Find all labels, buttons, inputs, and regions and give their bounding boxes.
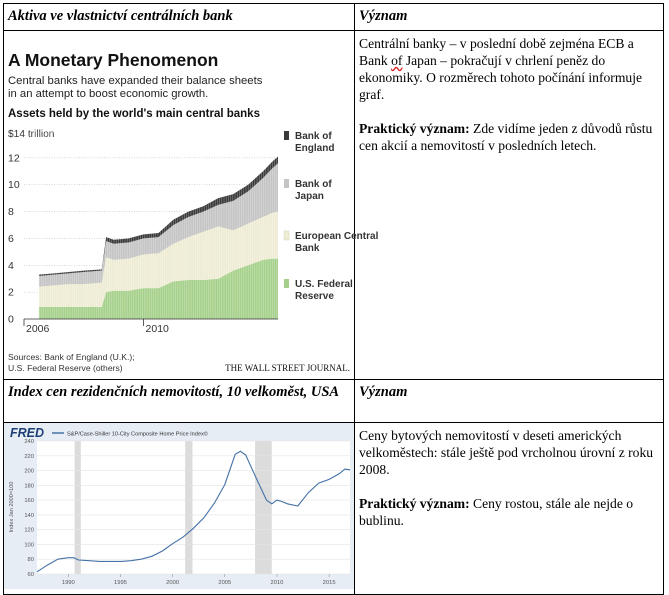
plot-area — [37, 441, 350, 574]
chart-cell-2 — [4, 423, 355, 595]
y-tick-label: 60 — [27, 572, 34, 578]
left-header-2: Index cen rezidenčních nemovitostí, 10 velkoměst, USA — [4, 380, 355, 423]
source-line-2: U.S. Federal Reserve (others) — [8, 363, 123, 373]
description-text: Japan – pokračují v chrlení peněz do ekonomiky. O rozměrech tohoto počínání informuje graf. — [359, 53, 642, 102]
recession-band — [185, 441, 192, 574]
legend-swatch — [284, 231, 289, 240]
x-tick-label: 1990 — [61, 580, 75, 586]
legend-swatch — [284, 131, 289, 140]
legend-label: European Central — [295, 231, 379, 242]
legend-label: Bank — [295, 243, 320, 254]
source-line-1: Sources: Bank of England (U.K.); — [8, 352, 135, 362]
description-paragraph — [359, 35, 659, 103]
legend-label: Reserve — [295, 291, 334, 302]
legend-label: Bank of — [295, 131, 332, 142]
x-tick-label: 2010 — [145, 323, 169, 335]
legend-label: U.S. Federal — [295, 279, 353, 290]
y-tick-label: 100 — [24, 542, 34, 549]
x-tick-label: 2015 — [322, 580, 336, 586]
y-tick-label: 4 — [8, 259, 14, 272]
y-tick-label: 120 — [24, 527, 34, 534]
description-paragraph: Ceny bytových nemovitostí v deseti amerických velkoměstech: stále ještě pod vrcholnou úrovní z roku 2008. — [359, 428, 654, 477]
info-table — [3, 3, 664, 595]
legend-label: England — [295, 143, 335, 154]
practical-label: Praktický význam: — [359, 121, 470, 136]
y-tick-label: 2 — [8, 286, 14, 299]
y-tick-label: 220 — [24, 453, 34, 460]
table-row — [4, 380, 664, 423]
chart-subtitle-line: Central banks have expanded their balance sheets — [8, 75, 263, 87]
practical-paragraph — [359, 495, 659, 529]
practical-label: Praktický význam: — [359, 496, 470, 511]
legend-label: Bank of — [295, 179, 332, 190]
stacked-areas — [26, 131, 278, 319]
publisher-logo: THE WALL STREET JOURNAL. — [225, 363, 350, 373]
y-tick-label: 12 — [8, 152, 20, 165]
right-header-1: Význam — [355, 4, 664, 31]
table-row — [4, 423, 664, 595]
chart-cell-1 — [4, 31, 379, 380]
x-tick-label: 2005 — [218, 580, 232, 586]
spellcheck-word: of — [391, 53, 403, 68]
legend-swatch — [284, 279, 289, 288]
fred-chart — [4, 423, 354, 589]
description-text: Centrální banky – v poslední době zejména ECB a Bank — [359, 36, 634, 68]
wsj-chart — [4, 31, 379, 374]
fred-logo: FRED — [10, 426, 45, 440]
right-header-2: Význam — [355, 380, 664, 423]
description-cell-1 — [355, 31, 664, 380]
y-tick-label: 8 — [8, 206, 14, 219]
left-header-1: Aktiva ve vlastnictví centrálních bank — [4, 4, 355, 31]
y-tick-label: 80 — [27, 557, 34, 564]
chart-subtitle-line: in an attempt to boost economic growth. — [8, 88, 209, 100]
y-tick-label: 240 — [24, 439, 34, 445]
legend-swatch — [284, 179, 289, 188]
x-tick-label: 2000 — [166, 580, 180, 586]
description-cell-2 — [355, 423, 664, 595]
x-tick-label: 1995 — [114, 580, 127, 586]
table-row — [4, 4, 664, 31]
practical-paragraph — [359, 120, 659, 154]
y-unit-label: $14 trillion — [8, 129, 55, 140]
practical-text: Zde vidíme jeden z důvodů růstu cen akcií a nemovitostí v posledních letech. — [359, 121, 653, 153]
y-tick-label: 200 — [24, 468, 34, 475]
y-tick-label: 6 — [8, 232, 14, 245]
recession-band — [75, 441, 81, 574]
legend-text: S&P/Case-Shiller 10-City Composite Home Price Index© — [67, 431, 208, 438]
y-tick-label: 140 — [24, 512, 34, 519]
chart-title: A Monetary Phenomenon — [8, 50, 219, 70]
y-tick-label: 160 — [24, 498, 34, 505]
y-tick-label: 0 — [8, 313, 14, 326]
y-tick-label: 10 — [8, 179, 20, 192]
recession-band — [255, 441, 272, 574]
chart-label: Assets held by the world's main central banks — [8, 108, 260, 120]
legend-label: Japan — [295, 191, 324, 202]
practical-text: Ceny rostou, stále ale nejde o bublinu. — [359, 496, 634, 528]
x-tick-label: 2006 — [26, 323, 50, 335]
y-axis-label: Index Jan 2000=100 — [9, 481, 15, 533]
table-row — [4, 31, 664, 380]
y-tick-label: 180 — [24, 483, 34, 490]
x-tick-label: 2010 — [270, 580, 284, 586]
